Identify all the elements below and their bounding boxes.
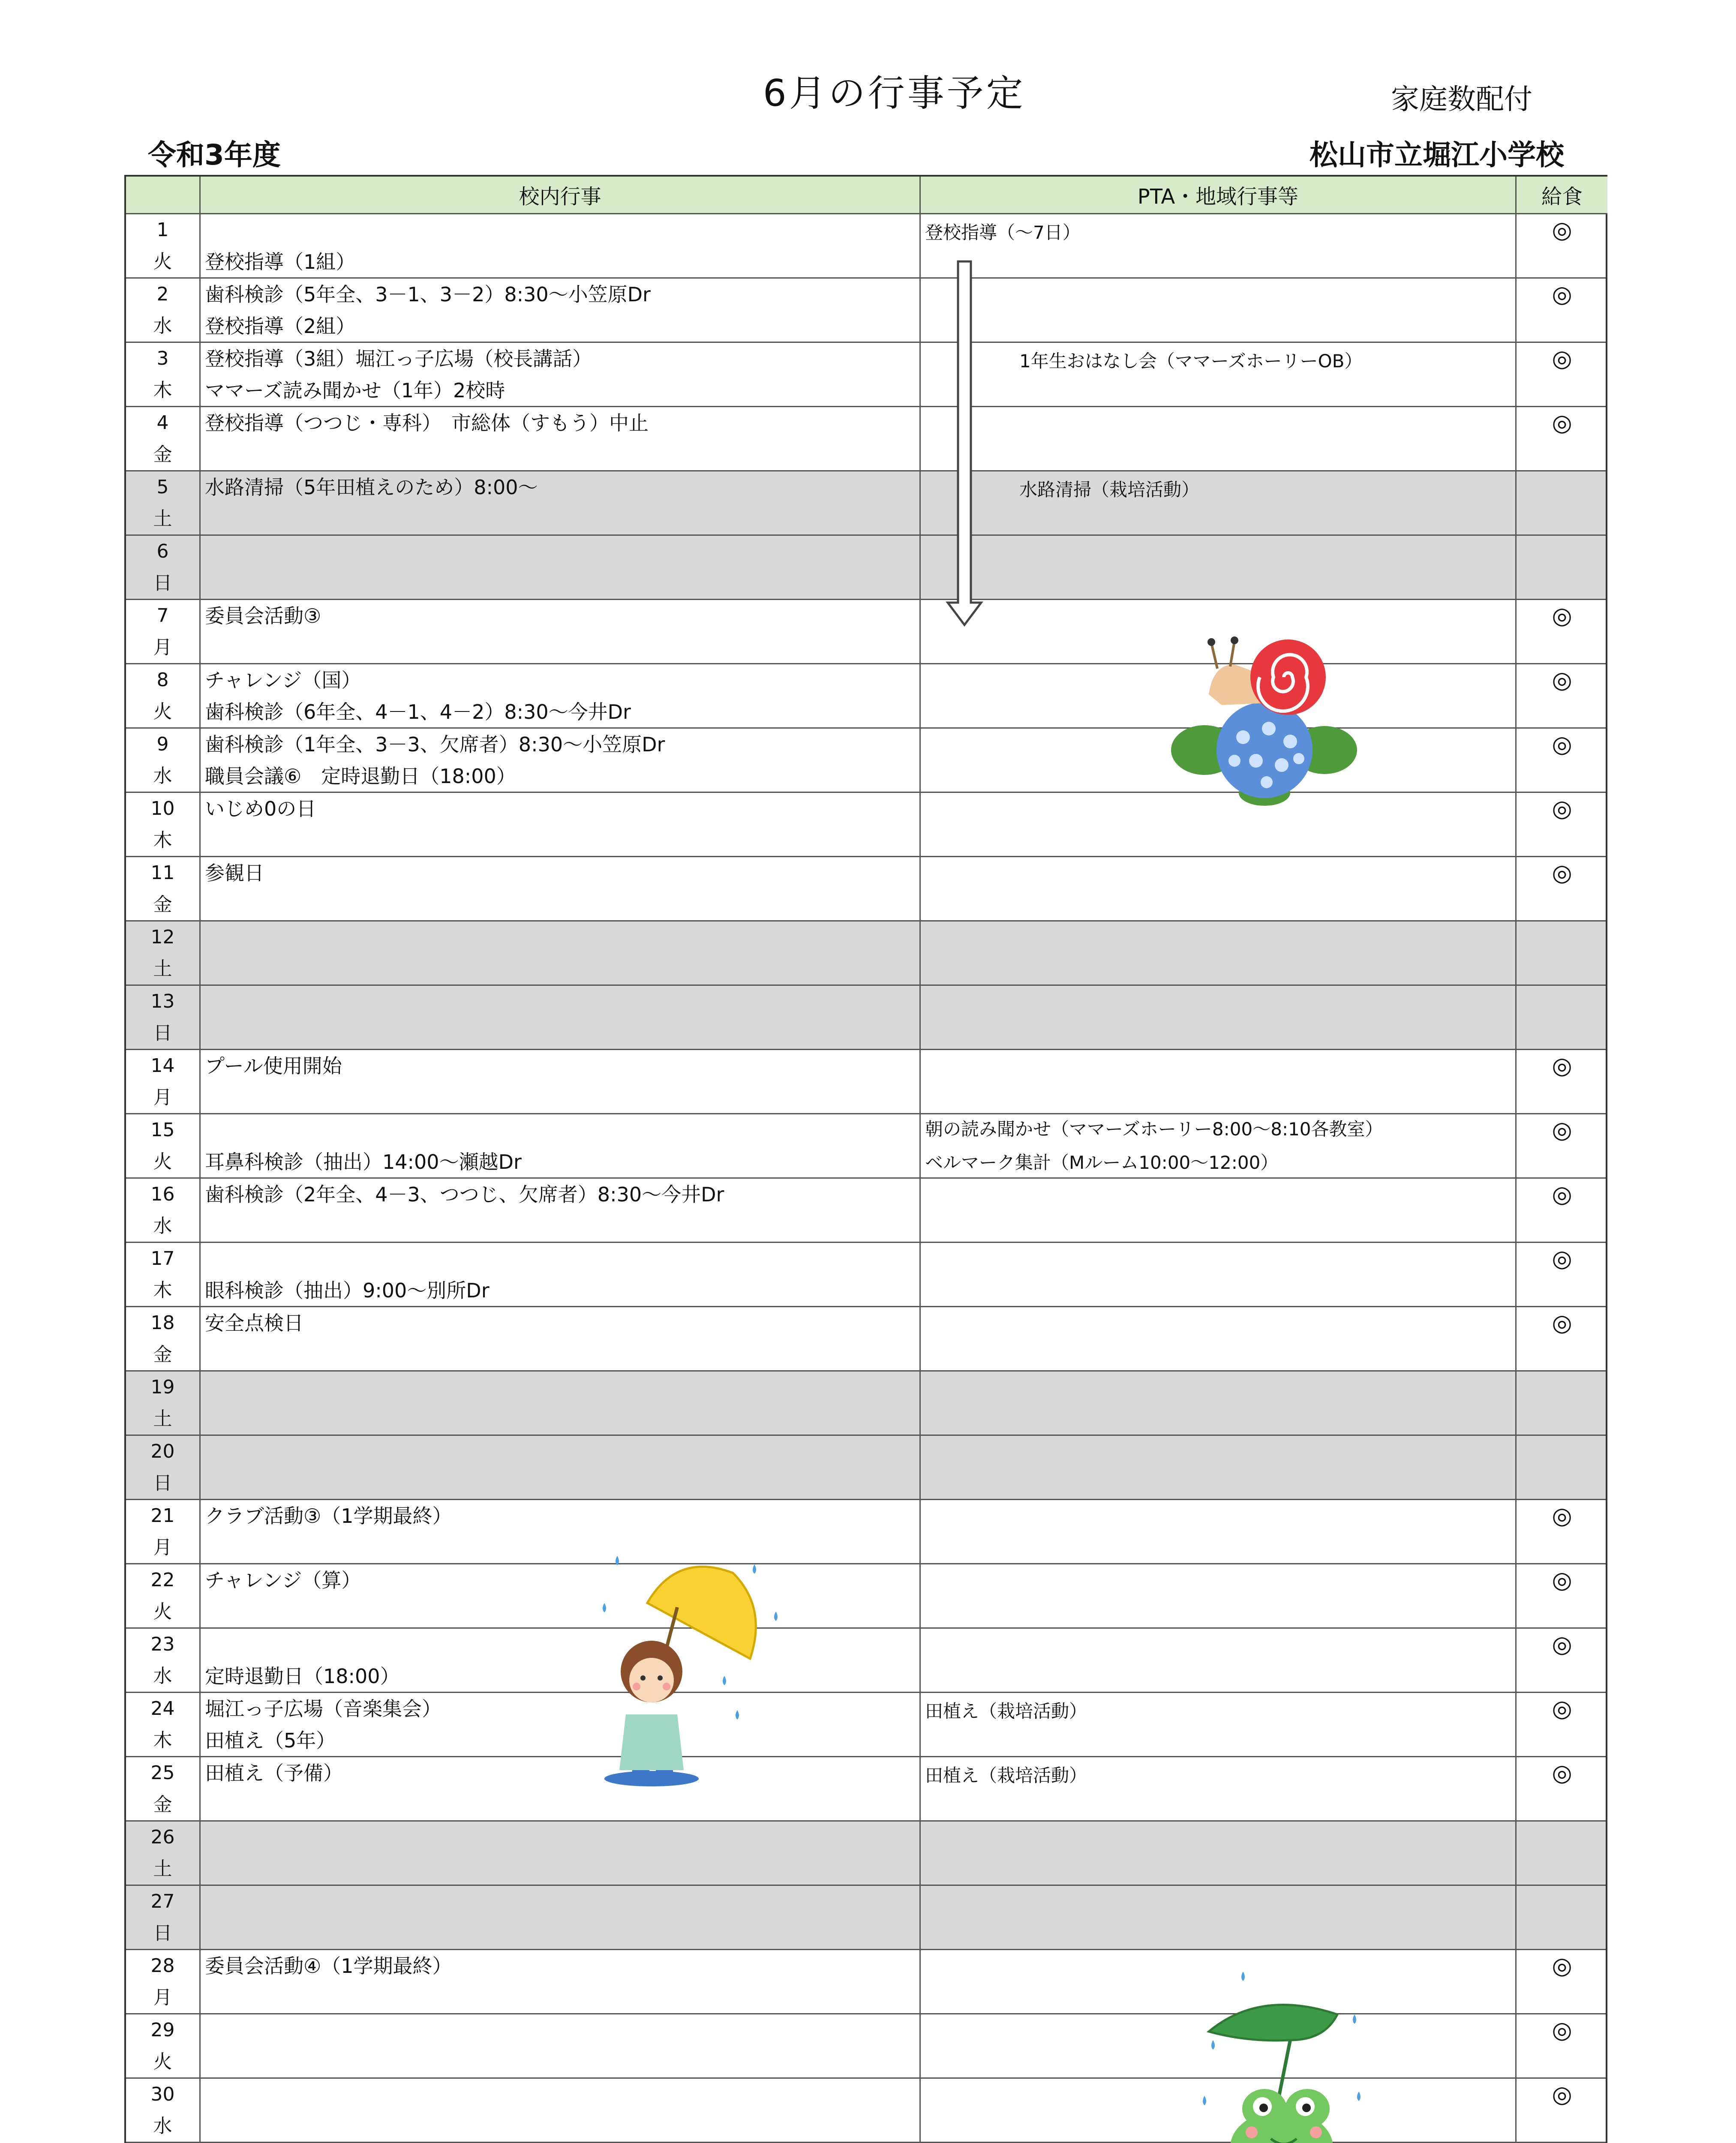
lunch-cell: ◎ xyxy=(1552,345,1572,372)
table-row xyxy=(126,1500,1606,1564)
school-event: ママーズ読み聞かせ（1年）2校時 xyxy=(205,379,505,402)
day-number: 24 xyxy=(150,1698,175,1720)
table-row xyxy=(126,1179,1606,1243)
day-cell xyxy=(126,793,201,856)
lunch-cell: ◎ xyxy=(1552,216,1572,243)
day-cell xyxy=(126,1629,201,1692)
table-row xyxy=(126,279,1606,343)
table-row xyxy=(126,1050,1606,1114)
weekday: 火 xyxy=(153,701,172,723)
weekday: 火 xyxy=(153,1151,172,1173)
school-event: 委員会活動③ xyxy=(205,604,321,627)
lunch-cell: ◎ xyxy=(1552,859,1572,886)
school-events-cell xyxy=(201,2014,921,2077)
table-row xyxy=(126,536,1606,600)
school-event: 耳鼻科検診（抽出）14:00～瀬越Dr xyxy=(205,1150,522,1174)
school-events-cell xyxy=(201,1822,921,1885)
day-cell xyxy=(126,279,201,342)
pta-events-cell xyxy=(921,1372,1517,1435)
day-cell xyxy=(126,600,201,663)
school-event: 田植え（5年） xyxy=(205,1729,336,1752)
day-number: 23 xyxy=(150,1633,175,1655)
header-day xyxy=(126,177,201,214)
table-row xyxy=(126,407,1606,471)
lunch-cell: ◎ xyxy=(1552,795,1572,822)
table-row xyxy=(126,1757,1606,1822)
day-cell xyxy=(126,1243,201,1306)
school-event xyxy=(205,953,919,985)
school-events-cell xyxy=(201,1950,921,2013)
school-name: 松山市立堀江小学校 xyxy=(1310,138,1564,171)
school-event xyxy=(205,1372,919,1403)
school-events-cell xyxy=(201,536,921,599)
school-event xyxy=(205,2014,919,2046)
table-row xyxy=(126,1693,1606,1757)
school-event xyxy=(205,2079,919,2110)
school-event: 参観日 xyxy=(205,861,264,885)
school-event: プール使用開始 xyxy=(205,1054,342,1078)
lunch-cell xyxy=(1517,1436,1607,1499)
school-events-cell xyxy=(201,1500,921,1563)
pta-events-cell xyxy=(921,1886,1517,1949)
day-number: 13 xyxy=(150,990,175,1012)
school-event: 安全点検日 xyxy=(205,1312,303,1335)
school-event: 歯科検診（5年全、3－1、3－2）8:30～小笠原Dr xyxy=(205,283,651,306)
day-cell xyxy=(126,921,201,984)
school-event: 歯科検診（1年全、3－3、欠席者）8:30～小笠原Dr xyxy=(205,733,665,756)
weekday: 金 xyxy=(153,1794,172,1816)
lunch-cell: ◎ xyxy=(1552,1567,1572,1594)
school-events-cell xyxy=(201,600,921,663)
day-number: 28 xyxy=(150,1955,175,1977)
weekday: 日 xyxy=(153,1022,172,1044)
school-event xyxy=(205,1339,919,1371)
school-events-cell xyxy=(201,343,921,406)
weekday: 月 xyxy=(153,636,172,658)
school-event xyxy=(205,825,919,856)
table-row xyxy=(126,857,1606,921)
pta-event: ベルマーク集計（Mルーム10:00～12:00） xyxy=(925,1152,1279,1173)
school-event xyxy=(205,2110,919,2142)
day-cell xyxy=(126,1886,201,1949)
day-number: 8 xyxy=(156,669,169,691)
weekday: 火 xyxy=(153,2051,172,2073)
school-event: 歯科検診（2年全、4－3、つつじ、欠席者）8:30～今井Dr xyxy=(205,1183,724,1206)
school-event: いじめ0の日 xyxy=(205,797,316,820)
header-lunch: 給食 xyxy=(1517,177,1607,214)
school-event xyxy=(205,1403,919,1435)
school-events-cell xyxy=(201,1886,921,1949)
lunch-cell: ◎ xyxy=(1552,1245,1572,1272)
day-number: 20 xyxy=(150,1441,175,1462)
pta-events-cell xyxy=(921,1757,1517,1820)
day-cell xyxy=(126,2014,201,2077)
school-event xyxy=(205,1822,919,1853)
day-cell xyxy=(126,1372,201,1435)
school-event: 定時退勤日（18:00） xyxy=(205,1665,400,1688)
school-events-cell xyxy=(201,1436,921,1499)
weekday: 木 xyxy=(153,379,172,401)
school-event xyxy=(205,2046,919,2078)
day-number: 11 xyxy=(150,862,175,884)
lunch-cell xyxy=(1517,471,1607,534)
table-row xyxy=(126,921,1606,986)
weekday: 日 xyxy=(153,1472,172,1494)
school-event: 田植え（予備） xyxy=(205,1762,343,1785)
table-row xyxy=(126,793,1606,857)
weekday: 木 xyxy=(153,1279,172,1301)
lunch-cell xyxy=(1517,1886,1607,1949)
school-events-cell xyxy=(201,1114,921,1177)
pta-events-cell xyxy=(921,1307,1517,1370)
day-number: 4 xyxy=(156,412,169,434)
table-row xyxy=(126,343,1606,407)
school-event: 堀江っ子広場（音楽集会） xyxy=(205,1697,442,1720)
day-number: 21 xyxy=(150,1505,175,1527)
school-events-cell xyxy=(201,793,921,856)
school-events-cell xyxy=(201,1564,921,1627)
day-cell xyxy=(126,664,201,727)
school-event: 眼科検診（抽出）9:00～別所Dr xyxy=(205,1279,490,1302)
pta-events-cell xyxy=(921,857,1517,920)
day-cell xyxy=(126,1757,201,1820)
pta-event: 登校指導（～7日） xyxy=(925,222,1081,243)
header-pta-events: PTA・地域行事等 xyxy=(921,177,1517,214)
school-event xyxy=(205,1017,919,1049)
day-number: 30 xyxy=(150,2083,175,2105)
pta-event: 1年生おはなし会（ママーズホーリーOB） xyxy=(1019,351,1363,372)
school-events-cell xyxy=(201,1243,921,1306)
lunch-cell: ◎ xyxy=(1552,1759,1572,1786)
table-row xyxy=(126,1243,1606,1307)
distribution-note: 家庭数配付 xyxy=(1391,83,1532,116)
lunch-cell: ◎ xyxy=(1552,281,1572,308)
pta-events-cell xyxy=(921,1436,1517,1499)
school-events-cell xyxy=(201,2079,921,2142)
school-event xyxy=(205,986,919,1017)
school-event xyxy=(205,1789,919,1821)
table-row xyxy=(126,1436,1606,1500)
school-event: チャレンジ（算） xyxy=(205,1569,361,1592)
lunch-cell: ◎ xyxy=(1552,1309,1572,1336)
pta-events-cell xyxy=(921,407,1517,470)
lunch-cell: ◎ xyxy=(1552,2017,1572,2044)
day-cell xyxy=(126,1500,201,1563)
school-event: 委員会活動④（1学期最終） xyxy=(205,1954,452,1978)
pta-events-cell xyxy=(921,1822,1517,1885)
day-cell xyxy=(126,1179,201,1242)
school-event xyxy=(205,1886,919,1918)
weekday: 金 xyxy=(153,894,172,915)
pta-events-cell xyxy=(921,1500,1517,1563)
pta-events-cell xyxy=(921,1179,1517,1242)
school-event xyxy=(205,889,919,921)
school-event: 職員会議⑥ 定時退勤日（18:00） xyxy=(205,765,516,788)
school-event: 歯科検診（6年全、4－1、4－2）8:30～今井Dr xyxy=(205,700,631,723)
weekday: 火 xyxy=(153,251,172,273)
school-events-cell xyxy=(201,664,921,727)
school-event xyxy=(205,1853,919,1885)
school-events-cell xyxy=(201,1693,921,1756)
fiscal-year: 令和3年度 xyxy=(148,138,281,171)
pta-event: 朝の読み聞かせ（ママーズホーリー8:00～8:10各教室） xyxy=(925,1119,1383,1140)
page-title: 6月の行事予定 xyxy=(763,72,1026,115)
table-row xyxy=(126,1307,1606,1372)
school-events-cell xyxy=(201,986,921,1049)
school-events-cell xyxy=(201,1629,921,1692)
weekday: 日 xyxy=(153,572,172,594)
school-event xyxy=(205,1082,919,1114)
day-number: 16 xyxy=(150,1183,175,1205)
school-event xyxy=(205,439,919,471)
school-events-cell xyxy=(201,279,921,342)
weekday: 金 xyxy=(153,1344,172,1366)
table-row xyxy=(126,664,1606,729)
day-number: 6 xyxy=(156,540,169,562)
day-number: 9 xyxy=(156,733,169,755)
day-number: 22 xyxy=(150,1569,175,1591)
day-cell xyxy=(126,1693,201,1756)
school-event xyxy=(205,1596,919,1628)
pta-events-cell xyxy=(921,1114,1517,1177)
lunch-cell xyxy=(1517,1372,1607,1435)
day-number: 3 xyxy=(156,348,169,369)
school-events-cell xyxy=(201,729,921,792)
lunch-cell: ◎ xyxy=(1552,1181,1572,1208)
weekday: 木 xyxy=(153,829,172,851)
girl-umbrella-illustration xyxy=(592,1547,793,1787)
school-event: 登校指導（1組） xyxy=(205,250,356,273)
school-event xyxy=(205,1210,919,1242)
lunch-cell: ◎ xyxy=(1552,1117,1572,1144)
school-event: 水路清掃（5年田植えのため）8:00～ xyxy=(205,476,538,499)
day-number: 5 xyxy=(156,476,169,498)
table-row xyxy=(126,1822,1606,1886)
school-event xyxy=(205,1114,919,1146)
day-cell xyxy=(126,1564,201,1627)
table-row xyxy=(126,1629,1606,1693)
table-row xyxy=(126,1114,1606,1179)
school-event: 登校指導（2組） xyxy=(205,315,356,338)
school-event xyxy=(205,536,919,567)
school-event: チャレンジ（国） xyxy=(205,669,361,692)
school-event xyxy=(205,1532,919,1564)
table-row xyxy=(126,2079,1606,2143)
weekday: 月 xyxy=(153,1987,172,2008)
table-row xyxy=(126,1950,1606,2014)
weekday: 月 xyxy=(153,1087,172,1108)
school-event: 登校指導（つつじ・専科） 市総体（すもう）中止 xyxy=(205,411,649,435)
pta-events-cell xyxy=(921,1693,1517,1756)
day-cell xyxy=(126,1950,201,2013)
day-number: 7 xyxy=(156,605,169,627)
day-number: 18 xyxy=(150,1312,175,1334)
table-row xyxy=(126,600,1606,664)
snail-hydrangea-illustration xyxy=(1170,613,1359,810)
lunch-cell: ◎ xyxy=(1552,1952,1572,1979)
lunch-cell xyxy=(1517,1822,1607,1885)
weekday: 月 xyxy=(153,1537,172,1558)
weekday: 木 xyxy=(153,1729,172,1751)
pta-event: 田植え（栽培活動） xyxy=(925,1701,1087,1722)
pta-events-cell xyxy=(921,1564,1517,1627)
down-arrow-icon xyxy=(945,260,984,628)
day-cell xyxy=(126,1822,201,1885)
lunch-cell: ◎ xyxy=(1552,409,1572,436)
day-number: 17 xyxy=(150,1248,175,1270)
day-number: 14 xyxy=(150,1055,175,1077)
pta-events-cell xyxy=(921,1629,1517,1692)
day-number: 12 xyxy=(150,926,175,948)
lunch-cell xyxy=(1517,536,1607,599)
school-events-cell xyxy=(201,1050,921,1113)
school-events-cell xyxy=(201,921,921,984)
pta-events-cell xyxy=(921,214,1517,277)
pta-events-cell xyxy=(921,921,1517,984)
pta-events-cell xyxy=(921,279,1517,342)
pta-events-cell xyxy=(921,536,1517,599)
lunch-cell xyxy=(1517,986,1607,1049)
day-number: 15 xyxy=(150,1119,175,1141)
lunch-cell: ◎ xyxy=(1552,1695,1572,1722)
school-events-cell xyxy=(201,857,921,920)
table-row xyxy=(126,2014,1606,2079)
weekday: 水 xyxy=(153,1665,172,1687)
day-cell xyxy=(126,471,201,534)
weekday: 水 xyxy=(153,2115,172,2137)
school-events-cell xyxy=(201,1307,921,1370)
school-event xyxy=(205,1468,919,1499)
school-event xyxy=(205,632,919,663)
school-event: クラブ活動③（1学期最終） xyxy=(205,1504,452,1528)
school-event xyxy=(205,1243,919,1275)
day-number: 25 xyxy=(150,1762,175,1784)
day-cell xyxy=(126,1114,201,1177)
schedule-table xyxy=(124,175,1607,2143)
table-row xyxy=(126,986,1606,1050)
table-row xyxy=(126,729,1606,793)
day-number: 10 xyxy=(150,798,175,819)
weekday: 水 xyxy=(153,315,172,337)
day-number: 2 xyxy=(156,283,169,305)
day-number: 26 xyxy=(150,1826,175,1848)
weekday: 土 xyxy=(153,958,172,980)
weekday: 土 xyxy=(153,1858,172,1880)
school-events-cell xyxy=(201,1757,921,1820)
table-row xyxy=(126,214,1606,279)
table-row xyxy=(126,1372,1606,1436)
header-school-events: 校内行事 xyxy=(201,177,921,214)
table-row xyxy=(126,1886,1606,1950)
pta-events-cell xyxy=(921,343,1517,406)
day-number: 1 xyxy=(156,219,169,241)
pta-events-cell xyxy=(921,1050,1517,1113)
day-cell xyxy=(126,536,201,599)
pta-events-cell xyxy=(921,1243,1517,1306)
school-event: 登校指導（3組）堀江っ子広場（校長講話） xyxy=(205,347,592,370)
school-events-cell xyxy=(201,407,921,470)
school-events-cell xyxy=(201,1179,921,1242)
school-event xyxy=(205,567,919,599)
pta-events-cell xyxy=(921,986,1517,1049)
school-event xyxy=(205,1918,919,1949)
weekday: 水 xyxy=(153,1215,172,1237)
weekday: 金 xyxy=(153,444,172,465)
lunch-cell: ◎ xyxy=(1552,1052,1572,1079)
day-cell xyxy=(126,857,201,920)
weekday: 火 xyxy=(153,1601,172,1623)
school-event xyxy=(205,503,919,535)
weekday: 日 xyxy=(153,1922,172,1944)
school-events-cell xyxy=(201,1372,921,1435)
lunch-cell: ◎ xyxy=(1552,666,1572,693)
school-event xyxy=(205,921,919,953)
lunch-cell: ◎ xyxy=(1552,1502,1572,1529)
day-number: 27 xyxy=(150,1891,175,1912)
day-cell xyxy=(126,1050,201,1113)
day-number: 29 xyxy=(150,2019,175,2041)
lunch-cell: ◎ xyxy=(1552,602,1572,629)
lunch-cell: ◎ xyxy=(1552,2081,1572,2108)
weekday: 土 xyxy=(153,508,172,530)
day-cell xyxy=(126,214,201,277)
day-cell xyxy=(126,729,201,792)
school-event xyxy=(205,1629,919,1660)
school-events-cell xyxy=(201,471,921,534)
lunch-cell: ◎ xyxy=(1552,731,1572,758)
pta-event: 水路清掃（栽培活動） xyxy=(1019,479,1200,500)
table-row xyxy=(126,471,1606,536)
table-row xyxy=(126,1564,1606,1629)
day-cell xyxy=(126,1307,201,1370)
school-event xyxy=(205,1982,919,2014)
day-cell xyxy=(126,343,201,406)
frog-leaf-illustration xyxy=(1196,1967,1376,2143)
day-cell xyxy=(126,1436,201,1499)
school-event xyxy=(205,214,919,246)
day-cell xyxy=(126,2079,201,2142)
weekday: 水 xyxy=(153,765,172,787)
school-event xyxy=(205,1436,919,1468)
lunch-cell: ◎ xyxy=(1552,1631,1572,1658)
pta-events-cell xyxy=(921,471,1517,534)
pta-event: 田植え（栽培活動） xyxy=(925,1765,1087,1786)
day-number: 19 xyxy=(150,1376,175,1398)
school-events-cell xyxy=(201,214,921,277)
weekday: 土 xyxy=(153,1408,172,1430)
lunch-cell xyxy=(1517,921,1607,984)
day-cell xyxy=(126,407,201,470)
day-cell xyxy=(126,986,201,1049)
